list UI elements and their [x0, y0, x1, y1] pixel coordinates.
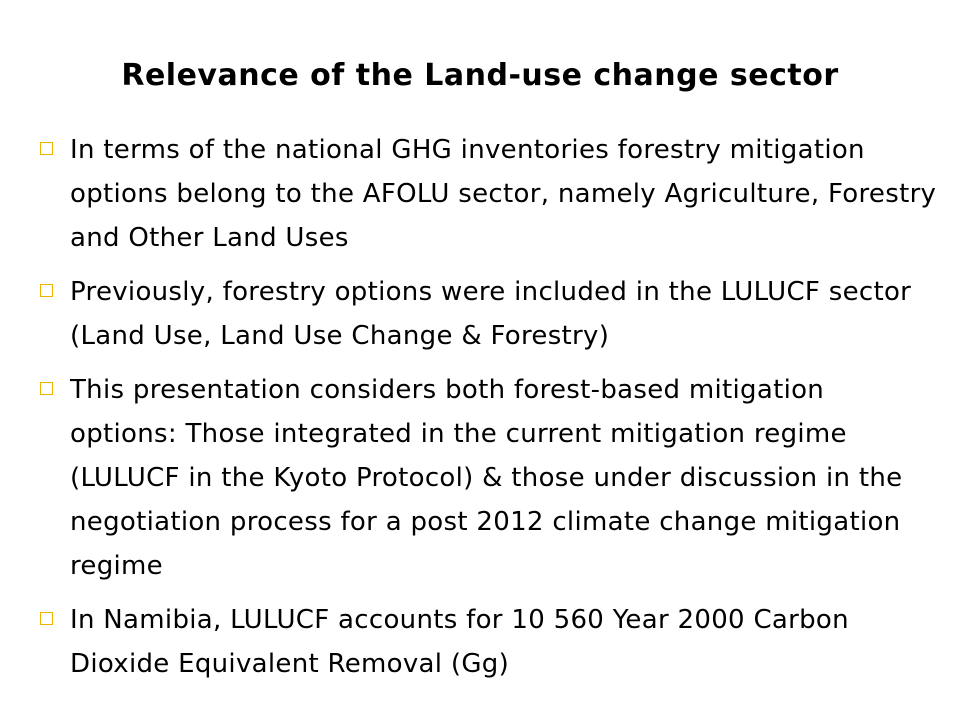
bullet-list: [38, 128, 938, 696]
bullet-text: In Namibia, LULUCF accounts for 10 560 Year 2000 Carbon Dioxide Equivalent Removal (Gg): [70, 605, 849, 679]
bullet-text: In terms of the national GHG inventories forestry mitigation options belong to the AFOLU sector, namely Agriculture, Forestry and Other Land Uses: [70, 135, 937, 253]
bullet-text: This presentation considers both forest-based mitigation options: Those integrated in the current mitigation regime (LULUCF in the Kyoto Protocol) & those under discussion in the negotiation process for a post 2012 climate change mitigation regime: [70, 375, 903, 581]
bullet-item: [38, 598, 938, 686]
hollow-square-icon: [40, 142, 53, 155]
bullet-text: Previously, forestry options were included in the LULUCF sector (Land Use, Land Use Change & Forestry): [70, 277, 912, 351]
bullet-item: [38, 368, 938, 588]
bullet-item: [38, 270, 938, 358]
bullet-item: [38, 128, 938, 260]
hollow-square-icon: [40, 284, 53, 297]
hollow-square-icon: [40, 612, 53, 625]
hollow-square-icon: [40, 382, 53, 395]
slide-title: Relevance of the Land-use change sector: [121, 58, 839, 93]
